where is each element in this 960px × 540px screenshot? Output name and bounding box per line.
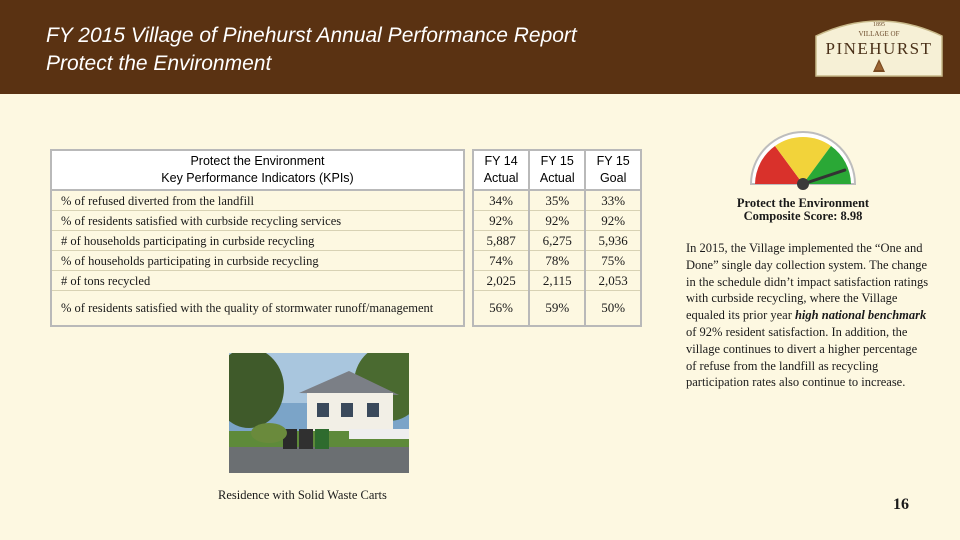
fy15-actual-cell: 6,275 [529, 231, 585, 251]
summary-text-1: In 2015, the Village implemented the “One and Done” single day collection system. The change in the schedule didn’t impact satisfaction ratings with curbside recycling, where the Village equaled its prior year [686, 241, 929, 323]
col-header-line-2: Actual [483, 171, 519, 185]
logo-village-of: VILLAGE OF [858, 30, 900, 38]
fy14-actual-cell: 74% [473, 251, 529, 271]
col-header-line-1: FY 15 [540, 154, 574, 168]
table-row [473, 190, 641, 211]
summary-paragraph [686, 240, 930, 391]
fy15-goal-cell: 33% [585, 190, 641, 211]
table-row [473, 231, 641, 251]
composite-score-gauge [745, 122, 861, 194]
col-header-line-1: FY 14 [484, 154, 518, 168]
fy15-goal-cell: 50% [585, 291, 641, 327]
pinehurst-logo [812, 12, 946, 80]
kpi-header-line-1: Protect the Environment [190, 154, 325, 168]
fy15-goal-cell: 2,053 [585, 271, 641, 291]
gauge-hub [797, 178, 809, 190]
page-title [46, 22, 577, 78]
kpi-name: # of tons recycled [51, 271, 464, 291]
residence-photo [229, 353, 409, 473]
title-line-1: FY 2015 Village of Pinehurst Annual Performance Report [46, 24, 577, 47]
table-row [473, 251, 641, 271]
fy15-goal-cell: 5,936 [585, 231, 641, 251]
fy15-actual-cell: 78% [529, 251, 585, 271]
table-row [473, 211, 641, 231]
score-value: Composite Score: 8.98 [743, 209, 863, 223]
kpi-name: # of households participating in curbside recycling [51, 231, 464, 251]
fy15-goal-cell: 92% [585, 211, 641, 231]
kpi-table [50, 149, 465, 327]
fy14-actual-cell: 2,025 [473, 271, 529, 291]
summary-text-2: of 92% resident satisfaction. In addition, the village continues to divert a higher percentage of refuse from the landfill as recycling participation rates also continue to increase. [686, 324, 918, 390]
col-header-line-2: Goal [599, 171, 627, 185]
fy14-actual-cell: 34% [473, 190, 529, 211]
photo-caption: Residence with Solid Waste Carts [218, 488, 387, 502]
header-bar [0, 0, 960, 94]
fy14-actual-cell: 56% [473, 291, 529, 327]
fy15-actual-cell: 35% [529, 190, 585, 211]
score-title: Protect the Environment [736, 196, 870, 210]
kpi-values-table [472, 149, 642, 327]
kpi-name: % of residents satisfied with the quality of stormwater runoff/management [51, 291, 464, 327]
col-header-line-2: Actual [539, 171, 575, 185]
summary-emphasis: high national benchmark [794, 308, 927, 323]
logo-year: 1895 [873, 22, 885, 28]
fy15-actual-cell: 59% [529, 291, 585, 327]
col-header-fy15-goal [585, 150, 641, 190]
kpi-name: % of households participating in curbside recycling [51, 251, 464, 271]
fy14-actual-cell: 92% [473, 211, 529, 231]
page-number: 16 [893, 496, 909, 513]
col-header-fy14-actual [473, 150, 529, 190]
fy15-actual-cell: 92% [529, 211, 585, 231]
logo-name: PINEHURST [825, 39, 933, 58]
kpi-name: % of refused diverted from the landfill [51, 190, 464, 211]
kpi-table-header [51, 150, 464, 190]
fy15-goal-cell: 75% [585, 251, 641, 271]
title-line-2: Protect the Environment [46, 52, 272, 75]
table-row [473, 271, 641, 291]
kpi-name: % of residents satisfied with curbside recycling services [51, 211, 464, 231]
col-header-line-1: FY 15 [596, 154, 630, 168]
col-header-fy15-actual [529, 150, 585, 190]
fy15-actual-cell: 2,115 [529, 271, 585, 291]
kpi-header-line-2: Key Performance Indicators (KPIs) [161, 171, 354, 185]
composite-score [700, 197, 906, 223]
table-row [473, 291, 641, 327]
fy14-actual-cell: 5,887 [473, 231, 529, 251]
